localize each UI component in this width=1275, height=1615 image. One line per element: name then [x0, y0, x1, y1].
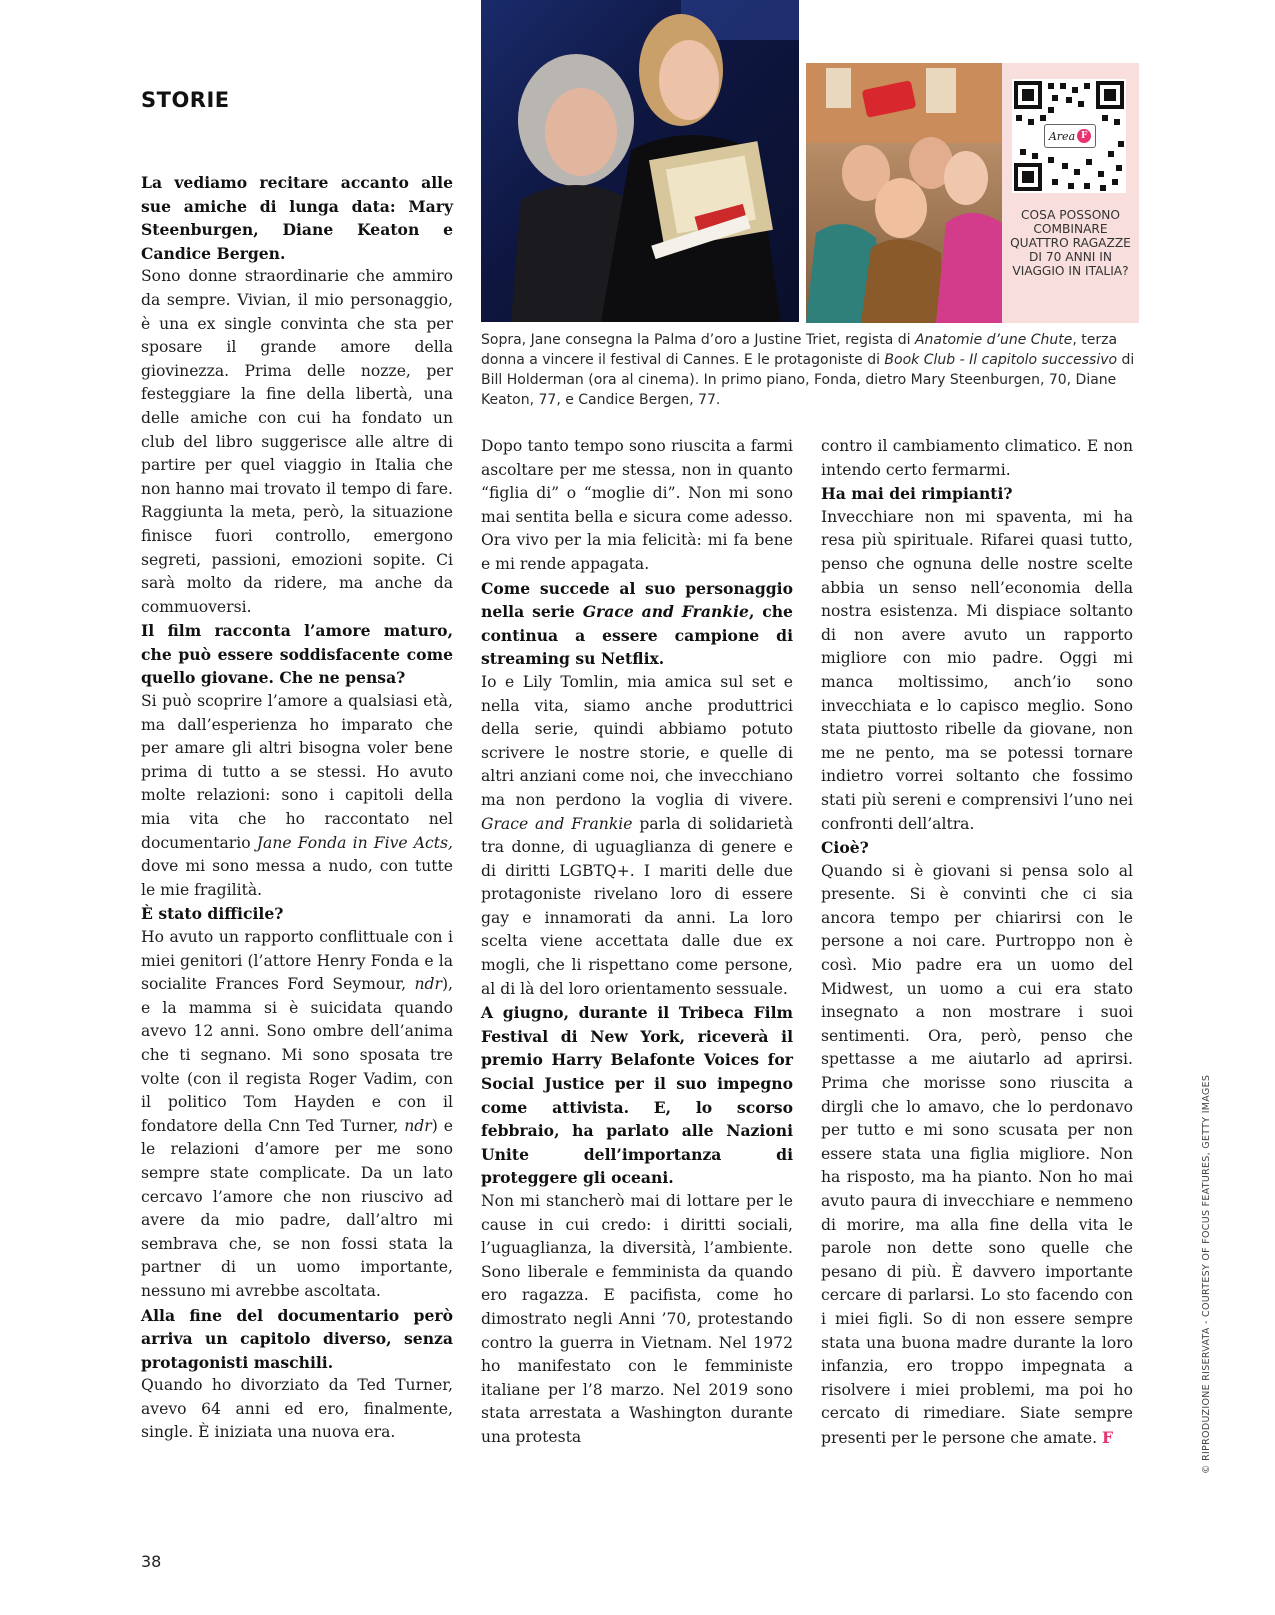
photo-credit: © RIPRODUZIONE RISERVATA - COURTESY OF FOCUS FEATURES, GETTY IMAGES	[1201, 1074, 1212, 1474]
photo-caption	[481, 330, 1141, 410]
qr-promo-box	[1002, 63, 1139, 323]
answer-text: ) e le relazioni d’amore per me sono sempre state complicate. Da un lato cercavo l’amore che non riuscivo ad avere da mio padre, dall’altro mi sembrava che, se non fossi stata la partner di un uomo importante, nessuno mi avrebbe ascoltata.	[141, 1116, 453, 1300]
section-label: STORIE	[141, 88, 230, 112]
series-title: Grace and Frankie	[582, 602, 749, 622]
answer	[481, 671, 793, 1001]
qr-logo	[1044, 124, 1096, 148]
ndr-note: ndr	[404, 1116, 432, 1135]
answer-text: Ho avuto un rapporto conflittuale con i miei genitori (l’attore Henry Fonda e la socialite Frances Ford Seymour,	[141, 928, 453, 994]
end-mark-icon: F	[1102, 1427, 1114, 1447]
answer: Invecchiare non mi spaventa, mi ha resa più spirituale. Rifarei quasi tutto, penso che ognuna delle nostre scelte abbia un senso nell’economia della nostra esistenza. Mi dispiace soltanto di non avere avuto un rapporto migliore con mio padre. Oggi mi manca moltissimo, anch’io sono invecchiata e lo capisco meglio. Sono stata piuttosto ribelle da giovane, non me ne pento, ma se potessi tornare indietro vorrei soltanto che fossimo stati più sereni e comprensivi l’uno nei confronti dell’altra.	[821, 507, 1133, 833]
question: La vediamo recitare accanto alle sue amiche di lunga data: Mary Steenburgen, Diane Keaton e Candice Bergen.	[141, 173, 453, 263]
answer	[141, 690, 453, 902]
caption-text-3: di Bill Holderman (ora al cinema). In primo piano, Fonda, dietro Mary Steenburgen, 70, Diane Keaton, 77, e Candice Bergen, 77.	[481, 352, 1135, 408]
page-number: 38	[141, 1552, 162, 1571]
qr-code[interactable]	[1012, 79, 1126, 193]
book-club-photo	[806, 63, 1002, 323]
answer-text: dove mi sono messa a nudo, con tutte le mie fragilità.	[141, 857, 453, 899]
question: Alla fine del documentario però arriva un capitolo diverso, senza protagonisti maschili.	[141, 1305, 453, 1372]
article-column-1	[141, 171, 453, 1445]
answer: Quando ho divorziato da Ted Turner, avevo 64 anni ed ero, finalmente, single. È iniziata una nuova era.	[141, 1376, 453, 1442]
question: Il film racconta l’amore maturo, che può essere soddisfacente come quello giovane. Che ne pensa?	[141, 621, 453, 688]
cannes-photo-illustration	[481, 0, 799, 322]
series-title: Grace and Frankie	[481, 814, 633, 833]
cannes-award-photo	[481, 0, 799, 322]
answer	[821, 860, 1133, 1451]
question-text: Come succede al suo personaggio nella serie	[481, 578, 793, 622]
caption-text-1: Sopra, Jane consegna la Palma d’oro a Justine Triet, regista di	[481, 332, 915, 348]
qr-logo-text: Area	[1048, 129, 1076, 143]
answer: Dopo tanto tempo sono riuscita a farmi ascoltare per me stessa, non in quanto “figlia di” o “moglie di”. Non mi sono mai sentita bella e sicura come adesso. Ora vivo per la mia felicità: mi fa bene e mi rende appagata.	[481, 437, 793, 573]
question: Ha mai dei rimpianti?	[821, 484, 1013, 504]
caption-title-2: Book Club - Il capitolo successivo	[884, 352, 1118, 368]
answer: Sono donne straordinarie che ammiro da sempre. Vivian, il mio personaggio, è una ex single convinta che sta per sposare il grande amore della giovinezza. Prima delle nozze, per festeggiare la fine della libertà, una delle amiche con cui ha fondato un club del libro suggerisce alle altre di partire per quel viaggio in Italia che non hanno mai trovato il tempo di fare. Raggiunta la meta, però, la situazione finisce fuori controllo, emergono segreti, passioni, emozioni sopite. Ci sarà molto da ridere, ma anche da commuoversi.	[141, 267, 453, 616]
article-column-3	[821, 435, 1133, 1451]
answer	[141, 926, 453, 1304]
caption-title-1: Anatomie d’une Chute	[914, 332, 1073, 348]
caption-text-2: , terza donna a vincere il festival di Cannes. E le protagoniste di	[481, 332, 1118, 368]
qr-caption: COSA POSSONO COMBINARE QUATTRO RAGAZZE DI 70 ANNI IN VIAGGIO IN ITALIA?	[1010, 208, 1131, 278]
answer: Non mi stancherò mai di lottare per le cause in cui credo: i diritti sociali, l’uguaglianza, la diversità, l’ambiente. Sono liberale e femminista da quando ero ragazza. E pacifista, come ho dimostrato negli Anni ’70, protestando contro la guerra in Vietnam. Nel 1972 ho manifestato con le femministe italiane per l’8 marzo. Nel 2019 sono stata arrestata a Washington durante una protesta	[481, 1192, 793, 1446]
answer: contro il cambiamento climatico. E non intendo certo fermarmi.	[821, 437, 1133, 479]
answer-text: Si può scoprire l’amore a qualsiasi età, ma dall’esperienza ho imparato che per amare gli altri bisogna voler bene prima di tutto a se stessi. Ho avuto molte relazioni: sono i capitoli della mia vita che ho raccontato nel documentario	[141, 692, 453, 852]
question	[481, 577, 793, 671]
answer-text: Io e Lily Tomlin, mia amica sul set e nella vita, siamo anche produttrici della serie, quindi abbiamo potuto scrivere le nostre storie, e quelle di altri anziani come noi, che invecchiano ma non perdono la voglia di vivere.	[481, 672, 793, 809]
answer-text: parla di solidarietà tra donne, di uguaglianza di genere e di diritti LGBTQ+. I mariti delle due protagoniste rivelano loro di essere gay e innamorati da anni. La loro scelta viene accettata dalle due ex mogli, che li rispettano come persone, al di là del loro orientamento sessuale.	[481, 814, 793, 998]
book-club-photo-illustration	[806, 63, 1002, 323]
documentary-title: Jane Fonda in Five Acts,	[256, 833, 453, 852]
ndr-note: ndr	[414, 975, 442, 994]
question: È stato difficile?	[141, 904, 284, 924]
qr-logo-badge: F	[1077, 129, 1091, 143]
question-text: , che continua a essere campione di streaming su Netflix.	[481, 602, 793, 669]
answer-text: ), e la mamma si è suicidata quando avevo 12 anni. Sono ombre dell’anima che ti segnano. Mi sono sposata tre volte (con il regista Roger Vadim, con il politico Tom Hayden e con il fondatore della Cnn Ted Turner,	[141, 975, 453, 1135]
question: A giugno, durante il Tribeca Film Festival di New York, riceverà il premio Harry Belafonte Voices for Social Justice per il suo impegno come attivista. E, lo scorso febbraio, ha parlato alle Nazioni Unite dell’importanza di proteggere gli oceani.	[481, 1003, 793, 1188]
article-column-2	[481, 435, 793, 1450]
answer-text: Quando si è giovani si pensa solo al presente. Si è convinti che ci sia ancora tempo per chiarirsi con le persone a noi care. Purtroppo non è così. Mio padre era un uomo del Midwest, un uomo a cui era stato insegnato a non mostrare i suoi sentimenti. Ora, però, penso che spettasse a me aiutarlo ad aprirsi. Prima che morisse sono riuscita a dirgli che lo amavo, che lo perdonavo per tutto e mi sono scusata per non essere stata una figlia migliore. Non ha risposto, ma ha pianto. Non ho mai avuto paura di invecchiare e nemmeno di morire, ma alla fine della vita le parole non dette sono quelle che pesano di più. È davvero importante cercare di parlarsi. Lo sto facendo con i miei figli. So di non essere sempre stata una buona madre durante la loro infanzia, ero troppo impegnata a risolvere i miei problemi, ma poi ho cercato di rimediare. Siate sempre presenti per le persone che amate.	[821, 861, 1133, 1447]
question: Cioè?	[821, 838, 869, 858]
